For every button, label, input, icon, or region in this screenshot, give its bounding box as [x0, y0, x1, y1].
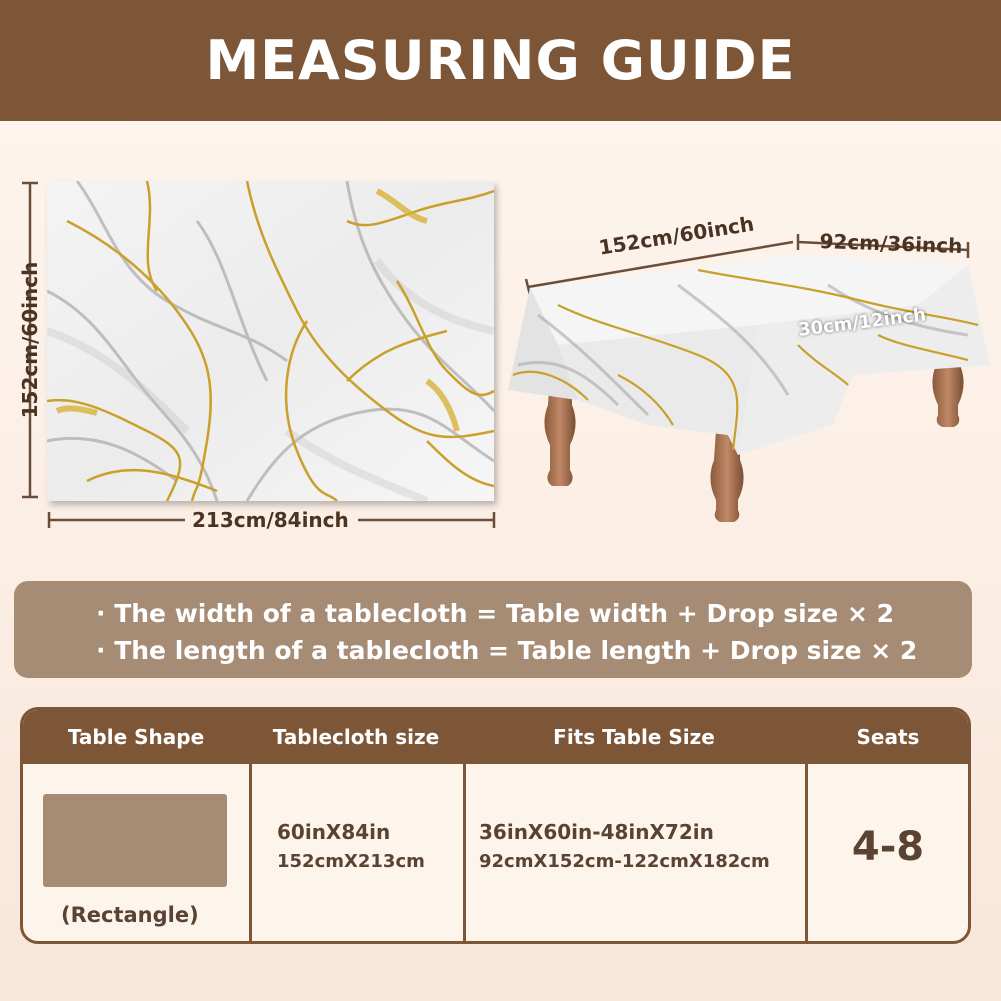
tablecloth-size-cm: 152cmX213cm — [277, 851, 425, 872]
header-fits-table-size: Fits Table Size — [553, 725, 715, 749]
formula-box — [14, 581, 972, 678]
shape-label: (Rectangle) — [61, 903, 199, 927]
table-length-label: 152cm/60inch — [597, 211, 756, 260]
width-formula: · The width of a tablecloth = Table width + Drop size × 2 — [96, 599, 895, 628]
page-title: MEASURING GUIDE — [205, 29, 796, 92]
column-divider — [463, 764, 466, 944]
flat-width-label: 213cm/84inch — [192, 508, 349, 532]
drop-size-label: 30cm/12inch — [797, 304, 928, 341]
size-table — [20, 707, 971, 944]
header-tablecloth-size: Tablecloth size — [272, 725, 440, 749]
column-divider — [249, 764, 252, 944]
fits-size-in: 36inX60in-48inX72in — [479, 820, 714, 844]
table-width-label: 92cm/36inch — [819, 229, 963, 258]
table-with-tablecloth-illustration — [498, 225, 1001, 525]
header-banner — [0, 0, 1001, 121]
seats-value: 4-8 — [851, 824, 925, 870]
table-header-row — [23, 710, 968, 764]
rectangle-shape-icon — [43, 794, 227, 887]
tablecloth-size-in: 60inX84in — [277, 820, 391, 844]
fits-size-cm: 92cmX152cm-122cmX182cm — [479, 851, 770, 872]
flat-tablecloth-image — [47, 181, 494, 501]
header-table-shape: Table Shape — [67, 725, 205, 749]
length-formula: · The length of a tablecloth = Table length + Drop size × 2 — [96, 636, 918, 665]
flat-height-label: 152cm/60inch — [18, 261, 42, 419]
header-seats: Seats — [856, 725, 920, 749]
